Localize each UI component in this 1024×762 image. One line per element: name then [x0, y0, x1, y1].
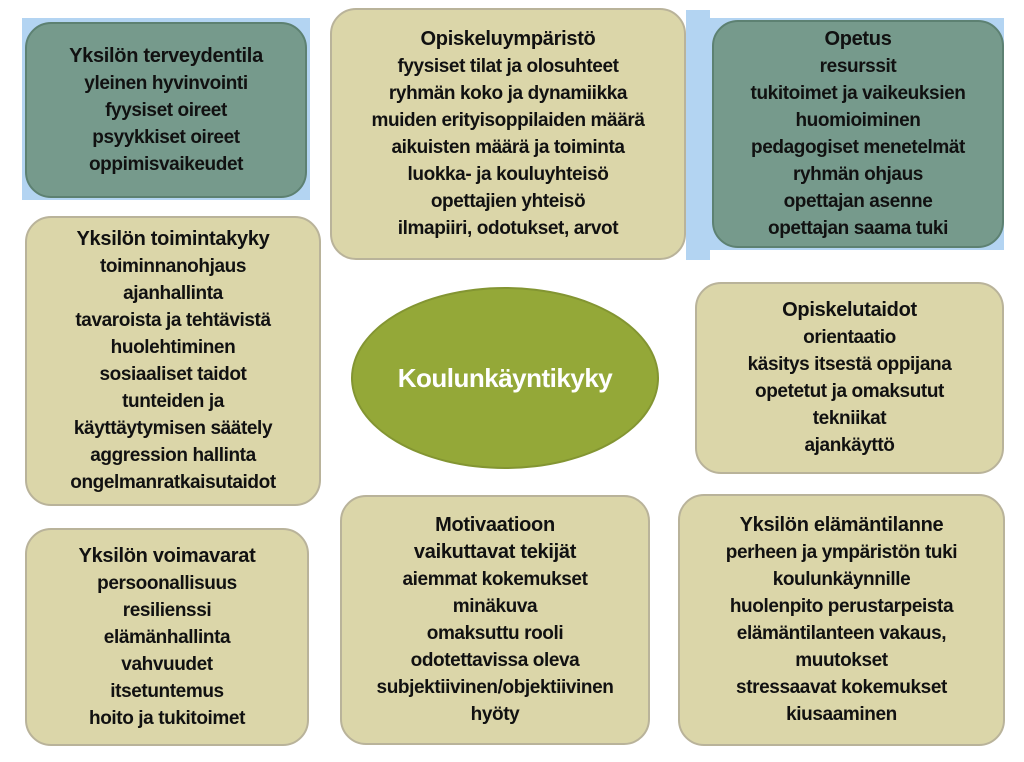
list-item: psyykkiset oireet — [92, 126, 240, 148]
list-item: hyöty — [470, 704, 520, 725]
life-box — [678, 494, 1005, 746]
list-item: tunteiden ja — [122, 391, 224, 412]
resources-title: Yksilön voimavarat — [78, 544, 256, 567]
list-item: huolenpito perustarpeista — [729, 596, 954, 617]
list-item: opettajan saama tuki — [768, 218, 948, 239]
list-item: ajankäyttö — [804, 435, 895, 456]
list-item: tavaroista ja tehtävistä — [75, 310, 271, 331]
list-item: resilienssi — [122, 599, 212, 621]
environment-items — [371, 53, 644, 242]
list-item: tekniikat — [812, 408, 887, 429]
list-item: aggression hallinta — [90, 445, 256, 466]
center-label: Koulunkäyntikyky — [397, 362, 613, 393]
health-items — [84, 70, 247, 178]
list-item: subjektiivinen/objektiivinen — [376, 677, 614, 698]
list-item: perheen ja ympäristön tuki — [725, 542, 958, 563]
list-item: käyttäytymisen säätely — [73, 418, 273, 439]
list-item: aikuisten määrä ja toiminta — [391, 137, 625, 158]
center-ellipse — [351, 287, 659, 469]
list-item: oppimisvaikeudet — [88, 153, 244, 175]
list-item: fyysiset tilat ja olosuhteet — [397, 56, 619, 77]
life-title: Yksilön elämäntilanne — [739, 514, 944, 536]
resources-items — [89, 570, 245, 732]
functioning-title: Yksilön toimintakyky — [76, 228, 270, 250]
teaching-title: Opetus — [824, 28, 892, 50]
list-item: opettajan asenne — [783, 191, 933, 212]
environment-title: Opiskeluympäristö — [420, 28, 596, 50]
list-item: ongelmanratkaisutaidot — [70, 472, 276, 493]
environment-box — [330, 8, 686, 260]
list-item: yleinen hyvinvointi — [84, 72, 248, 94]
list-item: kiusaaminen — [786, 704, 897, 725]
list-item: toiminnanohjaus — [99, 256, 246, 277]
list-item: itsetuntemus — [110, 680, 224, 702]
teaching-items — [751, 53, 966, 242]
list-item: sosiaaliset taidot — [99, 364, 247, 385]
health-box — [25, 22, 307, 198]
motivation-items — [377, 566, 614, 728]
list-item: aiemmat kokemukset — [402, 569, 588, 590]
motivation-title-line-1: Motivaatioon — [435, 514, 555, 536]
list-item: tukitoimet ja vaikeuksien — [750, 83, 966, 104]
list-item: opetetut ja omaksutut — [754, 381, 944, 402]
teaching-box — [712, 20, 1004, 248]
list-item: ilmapiiri, odotukset, arvot — [397, 218, 619, 239]
health-title: Yksilön terveydentila — [69, 44, 263, 67]
list-item: resurssit — [819, 56, 897, 77]
list-item: vahvuudet — [121, 653, 213, 675]
list-item: omaksuttu rooli — [426, 623, 564, 644]
list-item: elämäntilanteen vakaus, — [736, 623, 947, 644]
list-item: minäkuva — [452, 596, 538, 617]
list-item: stressaavat kokemukset — [736, 677, 947, 698]
list-item: fyysiset oireet — [105, 99, 227, 121]
list-item: persoonallisuus — [97, 572, 237, 594]
list-item: ajanhallinta — [123, 283, 223, 304]
motivation-title-line-2: vaikuttavat tekijät — [413, 541, 577, 563]
list-item: hoito ja tukitoimet — [88, 707, 245, 729]
resources-box — [25, 528, 309, 746]
list-item: elämänhallinta — [103, 626, 231, 648]
list-item: odotettavissa oleva — [410, 650, 580, 671]
list-item: luokka- ja kouluyhteisö — [407, 164, 609, 185]
study-skills-box — [695, 282, 1004, 474]
functioning-items — [70, 253, 276, 496]
list-item: muutokset — [795, 650, 888, 671]
list-item: muiden erityisoppilaiden määrä — [371, 110, 645, 131]
list-item: huomioiminen — [795, 110, 921, 131]
list-item: ryhmän ohjaus — [793, 164, 923, 185]
list-item: käsitys itsestä oppijana — [747, 354, 952, 375]
study-skills-title: Opiskelutaidot — [782, 299, 917, 321]
list-item: orientaatio — [803, 327, 896, 348]
list-item: ryhmän koko ja dynamiikka — [388, 83, 628, 104]
list-item: huolehtiminen — [110, 337, 236, 358]
study-skills-items — [748, 324, 952, 459]
functioning-box — [25, 216, 321, 506]
life-items — [726, 539, 957, 728]
list-item: pedagogiset menetelmät — [751, 137, 965, 158]
motivation-box — [340, 495, 650, 745]
list-item: opettajien yhteisö — [430, 191, 586, 212]
list-item: koulunkäynnille — [772, 569, 911, 590]
